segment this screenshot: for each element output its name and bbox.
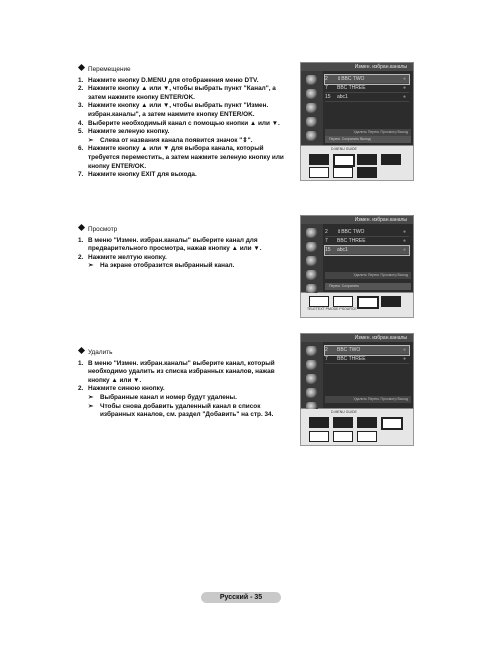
- step: [78, 102, 293, 119]
- channel-number: 2: [325, 347, 328, 353]
- tv-menu: [300, 215, 414, 293]
- remote-button[interactable]: [333, 417, 353, 428]
- note: [78, 394, 293, 403]
- channel-number: 7: [325, 238, 328, 244]
- section-title-text: Просмотр: [88, 226, 118, 233]
- channel-dot-icon: ●: [403, 238, 407, 244]
- remote-yellow-button[interactable]: [357, 154, 377, 165]
- step-number: 2.: [78, 385, 84, 393]
- remote-button[interactable]: [357, 167, 377, 178]
- channel-dot-icon: ●: [403, 229, 407, 235]
- channel-number: 7: [325, 356, 328, 362]
- channel-number: 15: [325, 94, 331, 100]
- note-text: Выбранные канал и номер будут удалены.: [100, 393, 237, 401]
- step-number: 2.: [78, 253, 84, 261]
- step-text: Нажмите зеленую кнопку.: [88, 128, 170, 136]
- tv-menu-title: Измен. избран.каналы: [301, 334, 413, 342]
- section-title-text: Перемещение: [88, 66, 131, 73]
- tv-menu-title: Измен. избран.каналы: [301, 63, 413, 71]
- channel-row[interactable]: [325, 228, 409, 237]
- menu-picture-icon: [306, 228, 318, 238]
- step: [78, 237, 293, 254]
- step: [78, 385, 293, 394]
- menu-channel-icon: [306, 103, 318, 113]
- channel-name: BBC THREE: [337, 85, 366, 91]
- tv-menu-sidebar: [301, 342, 323, 408]
- remote-button[interactable]: [309, 167, 329, 178]
- step-text: Нажмите желтую кнопку.: [88, 253, 167, 261]
- remote-control: [300, 293, 414, 318]
- channel-dot-icon: ●: [403, 94, 407, 100]
- step: [78, 77, 293, 86]
- diamond-bullet-icon: [78, 64, 85, 71]
- tv-hint-bar: Удалить Перем. Просмотр Выход: [325, 129, 411, 136]
- tv-menu: [300, 333, 414, 409]
- tv-menu-sidebar: [301, 71, 323, 145]
- channel-dot-icon: ●: [403, 85, 407, 91]
- section-title: [78, 226, 293, 235]
- remote-green-button[interactable]: [333, 154, 355, 167]
- note-arrow-icon: ➣: [88, 136, 94, 144]
- tv-menu: [300, 62, 414, 146]
- remote-label: D.MENU GUIDE: [331, 147, 357, 151]
- channel-dot-icon: ●: [403, 247, 407, 253]
- remote-button[interactable]: [333, 167, 353, 178]
- channel-name: abc1: [337, 94, 348, 100]
- remote-button[interactable]: [357, 431, 377, 442]
- channel-list: [325, 228, 409, 255]
- step-number: 3.: [78, 102, 84, 110]
- tv-screenshot-delete: [300, 333, 412, 446]
- remote-blue-button[interactable]: [381, 154, 401, 165]
- note: [78, 262, 293, 271]
- step-text: Нажмите кнопку ▲ или ▼ для выбора канала, который требуется переместить, а затем нажмите зеленую кнопку или кнопку ENTER/OK.: [88, 145, 284, 170]
- tv-screenshot-preview: [300, 215, 412, 318]
- tv-footer-bar: Перем. Сохранить: [325, 283, 411, 290]
- step-text: Нажмите кнопку ▲ или ▼, чтобы выбрать пункт "Измен. избран.каналы", а затем нажмите кнопку ENTER/OK.: [88, 102, 269, 118]
- section-delete: [78, 349, 293, 420]
- channel-row[interactable]: [325, 84, 409, 93]
- menu-input-icon: [306, 131, 318, 141]
- remote-button[interactable]: [309, 417, 329, 428]
- tv-hint-bar: Удалить Перем. Просмотр Выход: [325, 396, 411, 403]
- tv-menu-title: Измен. избран.каналы: [301, 216, 413, 224]
- channel-dot-icon: ●: [403, 356, 407, 362]
- note: [78, 403, 293, 420]
- menu-channel-icon: [306, 374, 318, 384]
- tv-screenshot-move: [300, 62, 412, 181]
- step-text: В меню "Измен. избран.каналы" выберите канал, который необходимо удалить из списка избранных каналов, нажав кнопку ▲ или ▼.: [88, 359, 275, 384]
- step-text: Нажмите кнопку ▲ или ▼, чтобы выбрать пункт "Канал", а затем нажмите кнопку ENTER/OK.: [88, 85, 276, 101]
- menu-picture-icon: [306, 75, 318, 85]
- remote-button[interactable]: [333, 296, 353, 307]
- step-number: 5.: [78, 128, 84, 136]
- step-number: 2.: [78, 85, 84, 93]
- channel-name: ⇕BBC TWO: [337, 229, 365, 235]
- channel-row[interactable]: [325, 355, 409, 364]
- menu-sound-icon: [306, 242, 318, 252]
- step-text: В меню "Измен. избран.каналы" выберите канал для предварительного просмотра, нажав кнопку ▲ или ▼.: [88, 236, 262, 253]
- section-title-text: Удалить: [88, 349, 113, 356]
- note-arrow-icon: ➣: [88, 393, 94, 401]
- section-title: [78, 349, 293, 358]
- channel-dot-icon: ●: [403, 347, 407, 353]
- note-text: На экране отобразится выбранный канал.: [100, 262, 235, 270]
- step-number: 7.: [78, 171, 84, 179]
- channel-name: ⇕BBC TWO: [337, 76, 365, 82]
- note-text: Слева от названия канала появится значок "⇕".: [100, 136, 253, 144]
- step-number: 4.: [78, 119, 84, 127]
- channel-number: 15: [325, 247, 331, 253]
- channel-dot-icon: ●: [403, 76, 407, 82]
- remote-control: [300, 409, 414, 446]
- step-number: 1.: [78, 359, 84, 367]
- remote-button[interactable]: [333, 431, 353, 442]
- step: [78, 171, 293, 180]
- tv-footer-bar: Перем. Сохранить Выход: [325, 136, 411, 143]
- menu-setup-icon: [306, 388, 318, 398]
- remote-label: TELETEXT PMODE PSOURCE: [307, 307, 357, 311]
- channel-row[interactable]: [325, 93, 409, 102]
- remote-control: [300, 146, 414, 181]
- tv-menu-sidebar: [301, 224, 323, 292]
- channel-row[interactable]: [325, 246, 409, 255]
- channel-list: [325, 346, 409, 364]
- remote-button[interactable]: [309, 296, 329, 307]
- note-arrow-icon: ➣: [88, 402, 94, 410]
- step-number: 6.: [78, 145, 84, 153]
- remote-label: D.MENU GUIDE: [331, 410, 357, 414]
- section-preview: [78, 226, 293, 271]
- section-title: [78, 66, 293, 75]
- page-footer: Русский - 35: [201, 592, 281, 603]
- channel-name: BBC THREE: [337, 238, 366, 244]
- step-text: Нажмите кнопку EXIT для выхода.: [88, 171, 197, 179]
- channel-number: 2: [325, 229, 328, 235]
- channel-number: 2: [325, 76, 328, 82]
- step: [78, 360, 293, 386]
- section-move: [78, 66, 293, 180]
- step-text: Нажмите кнопку D.MENU для отображения меню DTV.: [88, 76, 259, 84]
- diamond-bullet-icon: [78, 224, 85, 231]
- step-number: 1.: [78, 236, 84, 244]
- remote-button[interactable]: [309, 431, 329, 442]
- remote-red-button[interactable]: [309, 154, 329, 165]
- menu-picture-icon: [306, 346, 318, 356]
- channel-number: 7: [325, 85, 328, 91]
- channel-name: BBC TWO: [337, 347, 361, 353]
- diamond-bullet-icon: [78, 347, 85, 354]
- menu-sound-icon: [306, 360, 318, 370]
- step: [78, 145, 293, 171]
- step: [78, 85, 293, 102]
- step-text: Нажмите синюю кнопку.: [88, 385, 165, 393]
- channel-name: BBC THREE: [337, 356, 366, 362]
- step-text: Выберите необходимый канал с помощью кнопки ▲ или ▼.: [88, 119, 280, 127]
- remote-button[interactable]: [381, 296, 401, 307]
- channel-name: abc1: [337, 247, 348, 253]
- step-number: 1.: [78, 76, 84, 84]
- menu-setup-icon: [306, 270, 318, 280]
- menu-setup-icon: [306, 117, 318, 127]
- remote-button[interactable]: [357, 417, 377, 428]
- note-text: Чтобы снова добавить удаленный канал в список избранных каналов, см. раздел "Добавить" на стр. 34.: [100, 402, 274, 419]
- remote-blue-button[interactable]: [381, 417, 403, 430]
- tv-hint-bar: Удалить Перем. Просмотр Выход: [325, 272, 411, 279]
- menu-channel-icon: [306, 256, 318, 266]
- menu-sound-icon: [306, 89, 318, 99]
- note-arrow-icon: ➣: [88, 262, 94, 270]
- channel-row[interactable]: [325, 75, 409, 84]
- channel-list: [325, 75, 409, 102]
- channel-row[interactable]: [325, 346, 409, 355]
- step: [78, 120, 293, 129]
- step: [78, 128, 293, 137]
- channel-row[interactable]: [325, 237, 409, 246]
- remote-yellow-button[interactable]: [357, 296, 379, 309]
